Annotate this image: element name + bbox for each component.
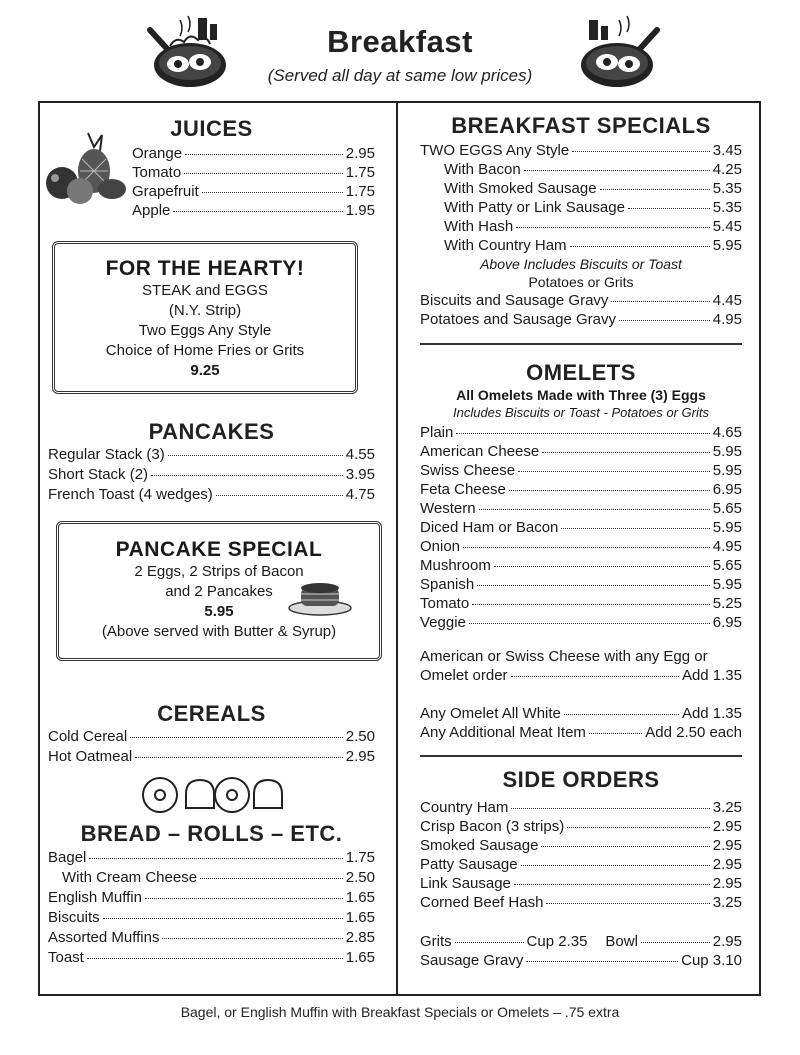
list-item: Biscuits and Sausage Gravy 4.45 <box>420 292 742 309</box>
sides-list <box>420 798 742 912</box>
pancake-special-box <box>56 521 382 661</box>
list-item: Toast 1.65 <box>48 949 375 966</box>
juices-title: JUICES <box>170 116 253 141</box>
list-item: Swiss Cheese 5.95 <box>420 462 742 479</box>
pancake-stack-icon <box>287 576 353 616</box>
column-divider <box>396 101 398 996</box>
list-item: With Country Ham 5.95 <box>444 237 742 254</box>
hearty-line: Choice of Home Fries or Grits <box>105 342 305 359</box>
pancake-special-title: PANCAKE SPECIAL <box>115 538 323 561</box>
sides-extras <box>420 932 742 970</box>
section-divider <box>420 343 742 345</box>
hearty-line: (N.Y. Strip) <box>168 302 242 319</box>
cereals-title: CEREALS <box>157 701 266 726</box>
list-item: Any Omelet All White Add 1.35 <box>420 705 742 722</box>
page-title: Breakfast <box>327 24 473 59</box>
hearty-special-box <box>52 241 358 394</box>
omelets-subtitle: All Omelets Made with Three (3) Eggs <box>456 387 706 403</box>
list-item: Cold Cereal 2.50 <box>48 728 375 745</box>
pancakes-title: PANCAKES <box>148 419 275 444</box>
list-item: French Toast (4 wedges) 4.75 <box>48 486 375 503</box>
hearty-price: 9.25 <box>190 362 220 379</box>
specials-list <box>420 141 742 329</box>
list-item: With Bacon 4.25 <box>444 161 742 178</box>
section-divider <box>420 755 742 757</box>
list-item: Plain 4.65 <box>420 424 742 441</box>
list-item: Potatoes and Sausage Gravy 4.95 <box>420 311 742 328</box>
pancake-special-line: 2 Eggs, 2 Strips of Bacon <box>134 563 304 580</box>
list-item: Veggie 6.95 <box>420 614 742 631</box>
hearty-line: Two Eggs Any Style <box>138 322 272 339</box>
list-item: Grapefruit 1.75 <box>132 183 375 200</box>
list-item: Short Stack (2) 3.95 <box>48 466 375 483</box>
footer-note: Bagel, or English Muffin with Breakfast Specials or Omelets – .75 extra <box>180 1004 620 1020</box>
list-item: Tomato 5.25 <box>420 595 742 612</box>
page-subtitle: (Served all day at same low prices) <box>267 66 533 85</box>
pancake-special-note: (Above served with Butter & Syrup) <box>101 623 337 640</box>
omelet-addons <box>420 647 742 685</box>
list-item: Orange 2.95 <box>132 145 375 162</box>
list-item: Omelet order Add 1.35 <box>420 667 742 684</box>
list-item: Regular Stack (3) 4.55 <box>48 446 375 463</box>
bread-title: BREAD – ROLLS – ETC. <box>80 821 343 846</box>
list-item: Grits Cup 2.35 Bowl 2.95 <box>420 933 742 950</box>
list-item: Country Ham 3.25 <box>420 799 742 816</box>
specials-note: Potatoes or Grits <box>528 274 634 290</box>
omelets-title: OMELETS <box>526 360 636 385</box>
list-item: Apple 1.95 <box>132 202 375 219</box>
sides-title: SIDE ORDERS <box>502 767 660 792</box>
specials-note: Above Includes Biscuits or Toast <box>480 256 682 272</box>
list-item: Western 5.65 <box>420 500 742 517</box>
list-item: Hot Oatmeal 2.95 <box>48 748 375 765</box>
pancakes-list <box>48 445 375 504</box>
list-item: Crisp Bacon (3 strips) 2.95 <box>420 818 742 835</box>
list-item: Bagel 1.75 <box>48 849 375 866</box>
list-item: With Smoked Sausage 5.35 <box>444 180 742 197</box>
list-item: Assorted Muffins 2.85 <box>48 929 375 946</box>
list-item: English Muffin 1.65 <box>48 889 375 906</box>
list-item: Patty Sausage 2.95 <box>420 856 742 873</box>
list-item: American Cheese 5.95 <box>420 443 742 460</box>
list-item: With Hash 5.45 <box>444 218 742 235</box>
menu-header <box>0 0 800 100</box>
list-item: Spanish 5.95 <box>420 576 742 593</box>
list-item: Onion 4.95 <box>420 538 742 555</box>
cereals-list <box>48 727 375 766</box>
list-item: Smoked Sausage 2.95 <box>420 837 742 854</box>
pancake-special-line: and 2 Pancakes <box>165 583 273 600</box>
omelets-list <box>420 423 742 632</box>
cheese-addon-line: American or Swiss Cheese with any Egg or <box>420 648 708 665</box>
list-item: Link Sausage 2.95 <box>420 875 742 892</box>
bread-list <box>48 848 375 968</box>
hearty-title: FOR THE HEARTY! <box>105 257 305 280</box>
list-item: Diced Ham or Bacon 5.95 <box>420 519 742 536</box>
list-item: Any Additional Meat Item Add 2.50 each <box>420 724 742 741</box>
omelets-note: Includes Biscuits or Toast - Potatoes or Grits <box>452 405 709 420</box>
list-item: Tomato 1.75 <box>132 164 375 181</box>
skillet-eggs-icon <box>575 10 667 90</box>
list-item: With Patty or Link Sausage 5.35 <box>444 199 742 216</box>
list-item: Corned Beef Hash 3.25 <box>420 894 742 911</box>
hearty-line: STEAK and EGGS <box>142 282 268 299</box>
list-item: Mushroom 5.65 <box>420 557 742 574</box>
juices-list <box>132 144 375 220</box>
bagels-muffins-icon <box>140 774 288 816</box>
specials-title: BREAKFAST SPECIALS <box>451 113 711 138</box>
list-item: TWO EGGS Any Style 3.45 <box>420 142 742 159</box>
omelet-extras <box>420 704 742 742</box>
list-item: With Cream Cheese 2.50 <box>62 869 375 886</box>
list-item: Sausage Gravy Cup 3.10 <box>420 952 742 969</box>
list-item: Feta Cheese 6.95 <box>420 481 742 498</box>
list-item: Biscuits 1.65 <box>48 909 375 926</box>
pancake-special-price: 5.95 <box>204 603 234 620</box>
